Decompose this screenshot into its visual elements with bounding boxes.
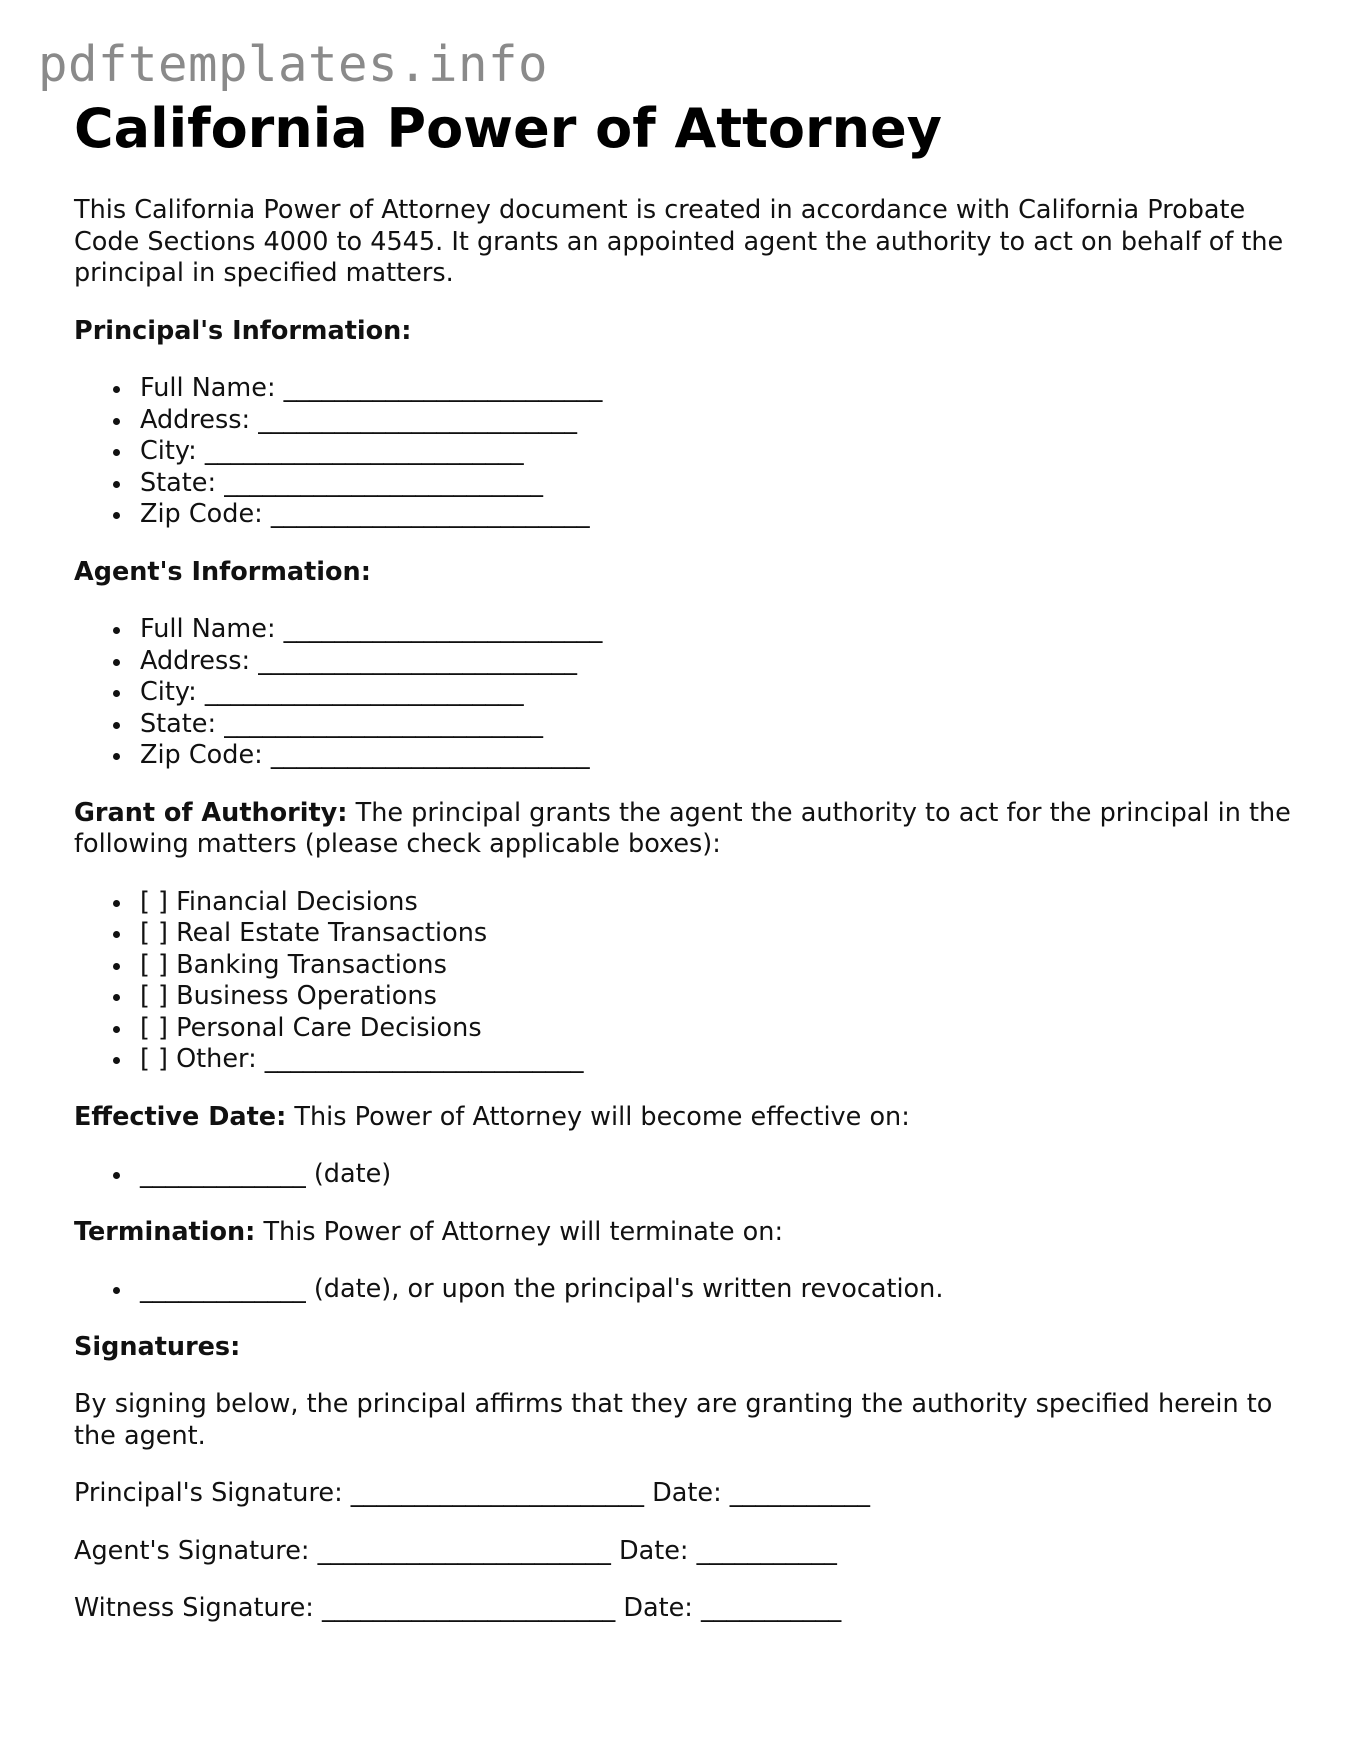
effective-list xyxy=(74,1159,1294,1191)
agent-full-name-field[interactable]: Full Name: _________________________ xyxy=(140,614,1294,646)
option-real-estate-transactions[interactable]: [ ] Real Estate Transactions xyxy=(140,918,1294,950)
option-personal-care-decisions[interactable]: [ ] Personal Care Decisions xyxy=(140,1013,1294,1045)
watermark: pdftemplates.info xyxy=(38,36,549,93)
agent-heading: Agent's Information: xyxy=(74,556,371,587)
termination-list xyxy=(74,1274,1294,1306)
agent-city-field[interactable]: City: _________________________ xyxy=(140,677,1294,709)
principal-signature-line[interactable]: Principal's Signature: _______________________ Date: ___________ xyxy=(74,1478,871,1508)
principal-fields-list xyxy=(74,373,1294,531)
principal-city-field[interactable]: City: _________________________ xyxy=(140,436,1294,468)
effective-text: This Power of Attorney will become effective on: xyxy=(286,1101,910,1132)
effective-date-field[interactable]: _____________ (date) xyxy=(140,1159,1294,1191)
option-banking-transactions[interactable]: [ ] Banking Transactions xyxy=(140,950,1294,982)
effective-paragraph xyxy=(74,1102,1294,1134)
agent-signature-line[interactable]: Agent's Signature: _______________________ Date: ___________ xyxy=(74,1535,837,1566)
grant-label: Grant of Authority: xyxy=(74,797,348,828)
option-financial-decisions[interactable]: [ ] Financial Decisions xyxy=(140,887,1294,919)
principal-heading: Principal's Information: xyxy=(74,315,412,346)
termination-text: This Power of Attorney will terminate on: xyxy=(255,1216,784,1247)
signatures-paragraph: By signing below, the principal affirms that they are granting the authority specified herein to the agent. xyxy=(74,1389,1273,1451)
agent-address-field[interactable]: Address: _________________________ xyxy=(140,646,1294,678)
grant-paragraph xyxy=(74,798,1294,861)
principal-address-field[interactable]: Address: _________________________ xyxy=(140,405,1294,437)
option-business-operations[interactable]: [ ] Business Operations xyxy=(140,981,1294,1013)
document-body xyxy=(74,97,1294,1625)
effective-label: Effective Date: xyxy=(74,1101,287,1132)
agent-state-field[interactable]: State: _________________________ xyxy=(140,709,1294,741)
termination-label: Termination: xyxy=(74,1216,256,1247)
principal-full-name-field[interactable]: Full Name: _________________________ xyxy=(140,373,1294,405)
grant-text: The principal grants the agent the authority to act for the principal in the following matters (please check applicable boxes): xyxy=(74,797,1291,859)
termination-date-field[interactable]: _____________ (date), or upon the principal's written revocation. xyxy=(140,1274,1294,1306)
termination-paragraph xyxy=(74,1217,1294,1249)
page-title: California Power of Attorney xyxy=(74,97,942,160)
intro-paragraph: This California Power of Attorney document is created in accordance with California Probate Code Sections 4000 to 4545. It grants an appointed agent the authority to act on behalf of the principal in specified matters. xyxy=(74,195,1284,288)
principal-state-field[interactable]: State: _________________________ xyxy=(140,468,1294,500)
agent-zip-field[interactable]: Zip Code: _________________________ xyxy=(140,740,1294,772)
principal-zip-field[interactable]: Zip Code: _________________________ xyxy=(140,499,1294,531)
witness-signature-line[interactable]: Witness Signature: _______________________ Date: ___________ xyxy=(74,1593,842,1623)
signatures-heading: Signatures: xyxy=(74,1331,241,1362)
agent-fields-list xyxy=(74,614,1294,772)
option-other[interactable]: [ ] Other: _________________________ xyxy=(140,1044,1294,1076)
grant-options-list xyxy=(74,887,1294,1076)
